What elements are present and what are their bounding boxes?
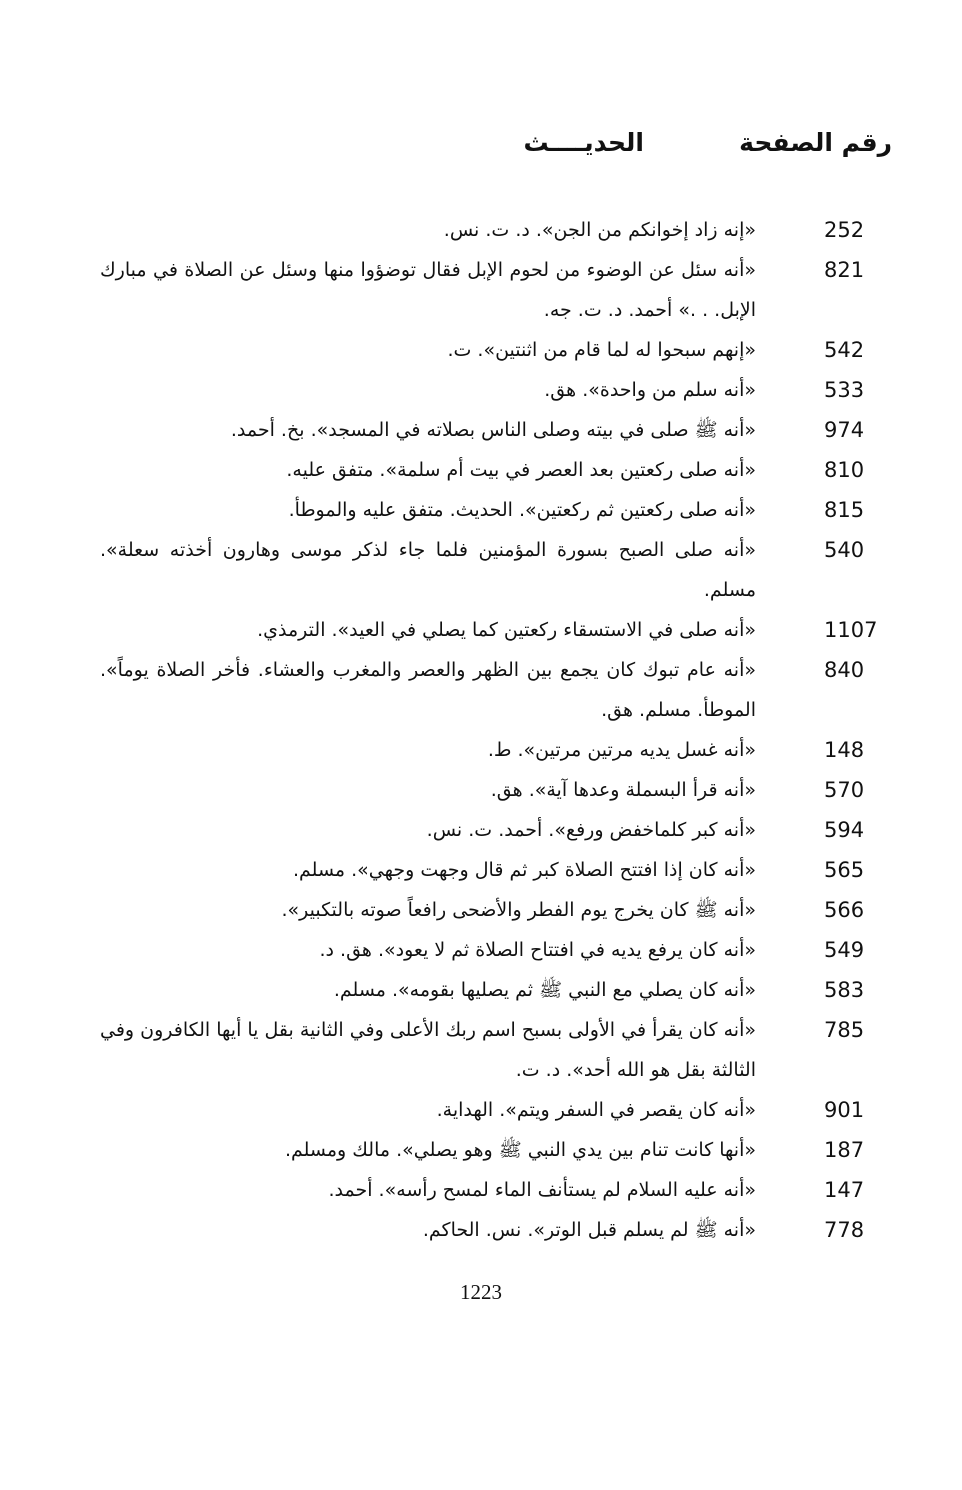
entry-hadith-text: «أنه سلم من واحدة». هق.	[544, 379, 756, 401]
entry-page-number: 810	[824, 458, 865, 482]
entry-page-number: 583	[824, 978, 865, 1002]
entry-hadith-text: «أنه كان إذا افتتح الصلاة كبر ثم قال وجهت وجهي». مسلم.	[293, 859, 756, 881]
entry-page-number: 974	[824, 418, 865, 442]
hadith-entry	[100, 650, 884, 730]
hadith-entry	[100, 1090, 884, 1130]
entry-hadith-text: «أنه صلى الصبح بسورة المؤمنين فلما جاء لذكر موسى وهارون أخذته سعلة». مسلم.	[100, 539, 756, 601]
entry-page-number: 785	[824, 1018, 865, 1042]
entry-hadith-text: «أنه سئل عن الوضوء من لحوم الإبل فقال توضؤوا منها وسئل عن الصلاة في مبارك الإبل. . .» أحمد. د. ت. جه.	[100, 259, 756, 321]
hadith-entry	[100, 730, 884, 770]
entry-page-number: 148	[824, 738, 865, 762]
entry-page-number: 147	[824, 1178, 865, 1202]
hadith-entry	[100, 810, 884, 850]
entry-hadith-text: «أنه عليه السلام لم يستأنف الماء لمسح رأسه». أحمد.	[328, 1179, 756, 1201]
entry-page-number: 821	[824, 258, 865, 282]
hadith-entry	[100, 1010, 884, 1090]
hadith-entry	[100, 610, 884, 650]
entry-hadith-text: «أنه ﷺ صلى في بيته وصلى الناس بصلاته في المسجد». بخ. أحمد.	[230, 419, 756, 441]
entry-page-number: 549	[824, 938, 865, 962]
entry-hadith-text: «أنه كبر كلماخفض ورفع». أحمد. ت. نس.	[426, 819, 756, 841]
hadith-entry	[100, 210, 884, 250]
entry-page-number: 540	[824, 538, 865, 562]
entry-page-number: 594	[824, 818, 865, 842]
hadith-entry	[100, 330, 884, 370]
hadith-entry	[100, 450, 884, 490]
entry-hadith-text: «إنهم سبحوا له لما قام من اثنتين». ت.	[447, 339, 756, 361]
entry-page-number: 252	[824, 218, 865, 242]
page-footer-number: 1223	[460, 1280, 502, 1304]
hadith-entry	[100, 530, 884, 610]
entry-page-number: 840	[824, 658, 865, 682]
hadith-entry	[100, 1130, 884, 1170]
entry-hadith-text: «أنه قرأ البسملة وعدها آية». هق.	[490, 779, 756, 801]
hadith-column-header: الحديــــث	[523, 128, 644, 157]
hadith-entry	[100, 410, 884, 450]
entry-page-number: 901	[824, 1098, 865, 1122]
entry-hadith-text: «أنه ﷺ كان يخرج يوم الفطر والأضحى رافعاً صوته بالتكبير».	[281, 899, 756, 921]
entry-hadith-text: «أنه صلى في الاستسقاء ركعتين كما يصلي في العيد». الترمذي.	[257, 619, 756, 641]
entry-hadith-text: «أنها كانت تنام بين يدي النبي ﷺ وهو يصلي». مالك ومسلم.	[284, 1139, 756, 1161]
entry-hadith-text: «أنه كان يقصر في السفر ويتم». الهداية.	[436, 1099, 756, 1121]
entry-hadith-text: «أنه صلى ركعتين ثم ركعتين». الحديث. متفق عليه والموطأ.	[288, 499, 756, 521]
hadith-entry	[100, 890, 884, 930]
hadith-entry	[100, 370, 884, 410]
hadith-entry	[100, 1210, 884, 1250]
entry-hadith-text: «أنه غسل يديه مرتين مرتين». ط.	[487, 739, 756, 761]
entry-page-number: 566	[824, 898, 865, 922]
page-number-column-header: رقم الصفحة	[739, 128, 892, 157]
hadith-entry	[100, 770, 884, 810]
entry-hadith-text: «أنه كان يقرأ في الأولى بسبح اسم ربك الأعلى وفي الثانية بقل يا أيها الكافرون وفي الثالثة بقل هو الله أحد». د. ت.	[100, 1019, 756, 1081]
entry-page-number: 778	[824, 1218, 865, 1242]
entry-page-number: 570	[824, 778, 865, 802]
hadith-index-list	[100, 210, 884, 1250]
entry-hadith-text: «أنه عام تبوك كان يجمع بين الظهر والعصر والمغرب والعشاء. فأخر الصلاة يوماً». الموطأ. مسلم. هق.	[100, 659, 756, 721]
hadith-entry	[100, 1170, 884, 1210]
entry-hadith-text: «أنه كان يصلي مع النبي ﷺ ثم يصليها بقومه». مسلم.	[333, 979, 756, 1001]
entry-hadith-text: «إنه زاد إخوانكم من الجن». د. ت. نس.	[443, 219, 756, 241]
table-header	[80, 128, 892, 168]
entry-page-number: 187	[824, 1138, 865, 1162]
hadith-entry	[100, 850, 884, 890]
hadith-entry	[100, 970, 884, 1010]
entry-page-number: 533	[824, 378, 865, 402]
entry-page-number: 1107	[824, 618, 878, 642]
entry-hadith-text: «أنه كان يرفع يديه في افتتاح الصلاة ثم لا يعود». هق. د.	[319, 939, 756, 961]
entry-page-number: 565	[824, 858, 865, 882]
hadith-entry	[100, 930, 884, 970]
entry-hadith-text: «أنه ﷺ لم يسلم قبل الوتر». نس. الحاكم.	[422, 1219, 756, 1241]
entry-hadith-text: «أنه صلى ركعتين بعد العصر في بيت أم سلمة». متفق عليه.	[286, 459, 756, 481]
hadith-entry	[100, 250, 884, 330]
entry-page-number: 542	[824, 338, 865, 362]
hadith-entry	[100, 490, 884, 530]
entry-page-number: 815	[824, 498, 865, 522]
